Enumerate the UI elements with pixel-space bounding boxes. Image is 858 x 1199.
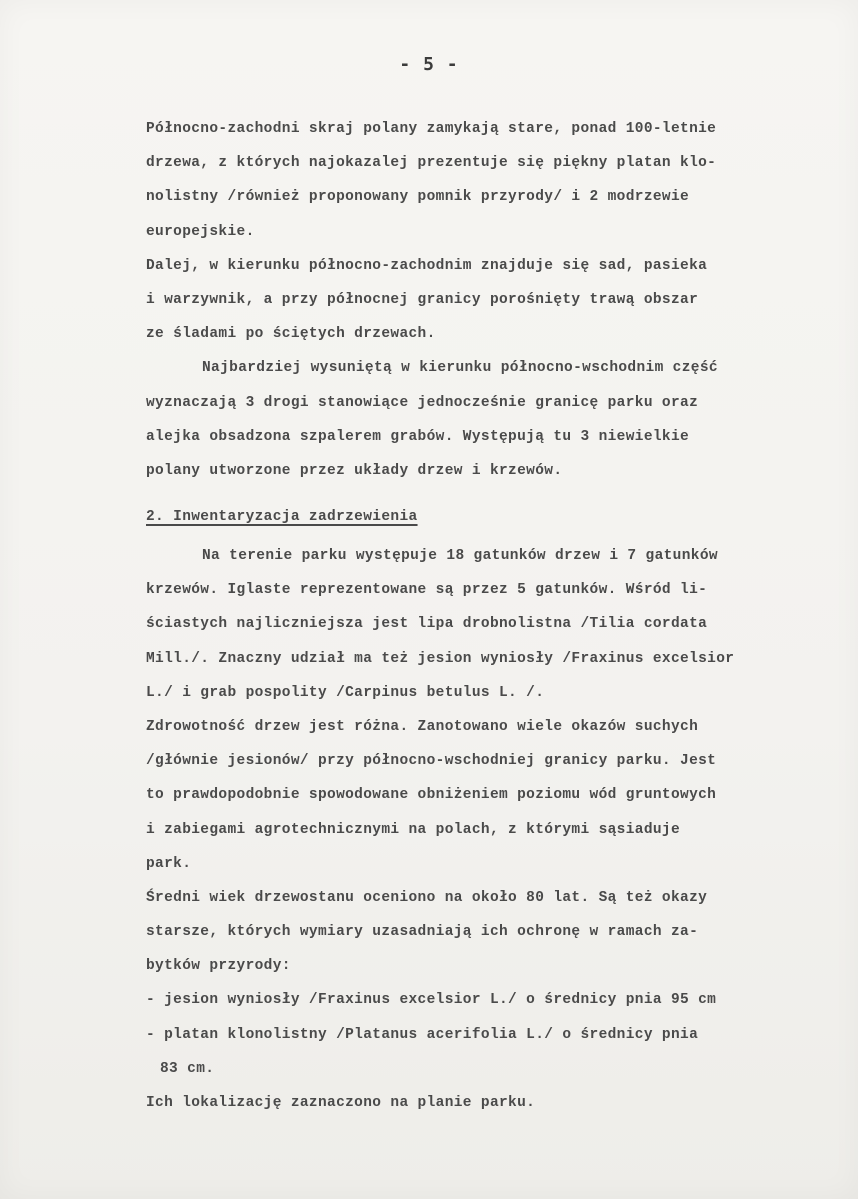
text-line: i warzywnik, a przy północnej granicy porośnięty trawą obszar	[146, 291, 699, 308]
text-line: krzewów. Iglaste reprezentowane są przez 5 gatunków. Wśród li-	[146, 582, 708, 599]
section-text	[146, 539, 826, 1120]
text-line: Najbardziej wysuniętą w kierunku północno-wschodnim część	[202, 360, 718, 377]
text-line: drzewa, z których najokazalej prezentuje się piękny platan klo-	[146, 155, 717, 172]
page-number: - 5 -	[399, 54, 459, 75]
text-line: wyznaczają 3 drogi stanowiące jednocześnie granicę parku oraz	[146, 394, 699, 411]
section-heading: 2. Inwentaryzacja zadrzewienia	[146, 509, 418, 525]
text-line: bytków przyrody:	[146, 958, 291, 975]
text-line: to prawdopodobnie spowodowane obniżeniem poziomu wód gruntowych	[146, 787, 717, 804]
text-line: polany utworzone przez układy drzew i krzewów.	[146, 462, 563, 479]
text-line: Ich lokalizację zaznaczono na planie parku.	[146, 1095, 536, 1111]
text-line: i zabiegami agrotechnicznymi na polach, z którymi sąsiaduje	[146, 821, 681, 838]
text-line: park.	[146, 855, 192, 872]
section-heading-block	[146, 500, 826, 534]
text-line: 83 cm.	[160, 1060, 215, 1077]
text-line: Północno-zachodni skraj polany zamykają stare, ponad 100-letnie	[146, 121, 717, 137]
text-line: starsze, których wymiary uzasadniają ich ochronę w ramach za-	[146, 924, 699, 941]
text-line: L./ i grab pospolity /Carpinus betulus L. /.	[146, 684, 545, 701]
text-line: ze śladami po ściętych drzewach.	[146, 326, 436, 343]
text-line: Mill./. Znaczny udział ma też jesion wyniosły /Fraxinus excelsior	[146, 650, 735, 667]
text-line: europejskie.	[146, 223, 255, 240]
text-line: Dalej, w kierunku północno-zachodnim znajduje się sad, pasieka	[146, 257, 708, 274]
text-line: ściastych najliczniejsza jest lipa drobnolistna /Tilia cordata	[146, 616, 708, 633]
text-line: Średni wiek drzewostanu oceniono na około 80 lat. Są też okazy	[146, 889, 708, 906]
text-line: nolistny /również proponowany pomnik przyrody/ i 2 modrzewie	[146, 189, 690, 206]
list-item: - jesion wyniosły /Fraxinus excelsior L./ o średnicy pnia 95 cm	[146, 992, 717, 1009]
intro-text	[146, 112, 826, 488]
text-line: Zdrowotność drzew jest różna. Zanotowano wiele okazów suchych	[146, 718, 699, 735]
text-line: Na terenie parku występuje 18 gatunków drzew i 7 gatunków	[202, 548, 718, 564]
list-item: - platan klonolistny /Platanus acerifolia L./ o średnicy pnia	[146, 1026, 699, 1043]
text-line: alejka obsadzona szpalerem grabów. Występują tu 3 niewielkie	[146, 428, 690, 445]
text-line: /głównie jesionów/ przy północno-wschodniej granicy parku. Jest	[146, 753, 717, 770]
